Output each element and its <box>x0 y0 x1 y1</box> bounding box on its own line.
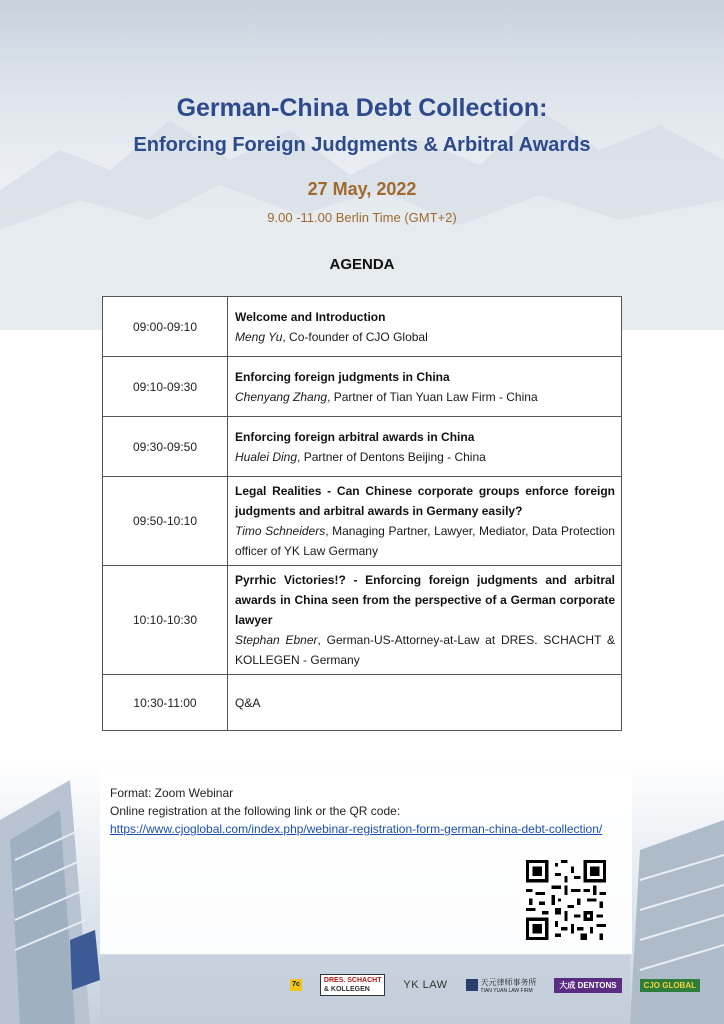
speaker-role: , Co-founder of CJO Global <box>282 329 428 344</box>
qr-code-icon[interactable] <box>526 860 606 940</box>
title-line-1: German-China Debt Collection: <box>176 94 548 122</box>
speaker-role: , Partner of Tian Yuan Law Firm - China <box>327 389 538 404</box>
header <box>0 92 724 274</box>
logo-dres-schacht <box>320 974 386 996</box>
agenda-description <box>228 477 622 566</box>
agenda-speaker <box>235 447 615 467</box>
registration-info <box>100 770 632 954</box>
agenda-speaker <box>235 630 615 670</box>
logo-tian-yuan <box>466 977 537 994</box>
logo-cjo-global: CJO GLOBAL <box>640 979 700 992</box>
dres-schacht-name: DRES. SCHACHT <box>323 977 382 984</box>
agenda-row <box>103 297 622 357</box>
agenda-time: 10:10-10:30 <box>103 566 228 675</box>
speaker-name: Stephan Ebner <box>235 633 318 647</box>
tian-yuan-mark-icon <box>466 979 478 991</box>
speaker-name: Timo Schneiders <box>235 524 326 538</box>
agenda-row <box>103 675 622 731</box>
agenda-description <box>228 297 622 357</box>
speaker-name: Chenyang Zhang <box>235 389 328 404</box>
agenda-row <box>103 417 622 477</box>
agenda-description <box>228 675 622 731</box>
agenda-time: 09:30-09:50 <box>103 417 228 477</box>
tian-yuan-text <box>481 977 537 994</box>
agenda-description <box>228 357 622 417</box>
event-date: 27 May, 2022 <box>307 179 417 199</box>
agenda-topic: Enforcing foreign judgments in China <box>235 369 450 384</box>
logo-yk-law: YK LAW <box>403 979 448 991</box>
agenda-row <box>103 477 622 566</box>
sponsor-logos <box>290 970 700 1000</box>
agenda-topic: Welcome and Introduction <box>235 309 386 324</box>
event-time: 9.00 -11.00 Berlin Time (GMT+2) <box>267 210 457 225</box>
speaker-role: , Partner of Dentons Beijing - China <box>297 449 486 464</box>
agenda-speaker <box>235 387 615 407</box>
speaker-name: Hualei Ding <box>235 449 298 464</box>
registration-instructions: Online registration at the following link or the QR code: <box>110 804 401 818</box>
agenda-row <box>103 566 622 675</box>
agenda-time: 09:50-10:10 <box>103 477 228 566</box>
agenda-row <box>103 357 622 417</box>
agenda-description <box>228 417 622 477</box>
agenda-topic: Legal Realities - Can Chinese corporate groups enforce foreign judgments and arbitral awards in Germany easily? <box>235 484 615 518</box>
agenda-topic: Pyrrhic Victories!? - Enforcing foreign judgments and arbitral awards in China seen from the perspective of a German corporate lawyer <box>235 573 615 627</box>
format-text: Format: Zoom Webinar <box>110 786 234 800</box>
agenda-topic: Enforcing foreign arbitral awards in China <box>235 429 475 444</box>
speaker-role: , Managing Partner, Lawyer, Mediator, Data Protection officer of YK Law Germany <box>235 524 615 558</box>
agenda-speaker <box>235 521 615 561</box>
agenda-table <box>102 296 622 731</box>
agenda-topic: Q&A <box>235 695 261 710</box>
agenda-description <box>228 566 622 675</box>
title-line-2: Enforcing Foreign Judgments & Arbitral Awards <box>133 134 591 156</box>
agenda-heading: AGENDA <box>329 256 395 273</box>
logo-dentons: 大成 DENTONS <box>554 978 621 993</box>
tian-yuan-cn: 天元律师事务所 <box>480 977 537 987</box>
agenda-time: 09:10-09:30 <box>103 357 228 417</box>
tian-yuan-en: TIAN YUAN LAW FIRM <box>480 987 533 994</box>
registration-text <box>110 784 625 838</box>
agenda-time: 10:30-11:00 <box>103 675 228 731</box>
agenda-time: 09:00-09:10 <box>103 297 228 357</box>
speaker-name: Meng Yu <box>235 329 283 344</box>
speaker-role: , German-US-Attorney-at-Law at DRES. SCHACHT & KOLLEGEN - Germany <box>235 633 616 667</box>
logo-7c: 7c <box>290 979 302 991</box>
dres-schacht-sub: & KOLLEGEN <box>323 986 370 993</box>
agenda-speaker <box>235 327 615 347</box>
registration-link[interactable]: https://www.cjoglobal.com/index.php/webinar-registration-form-german-china-debt-collection/ <box>110 822 603 836</box>
